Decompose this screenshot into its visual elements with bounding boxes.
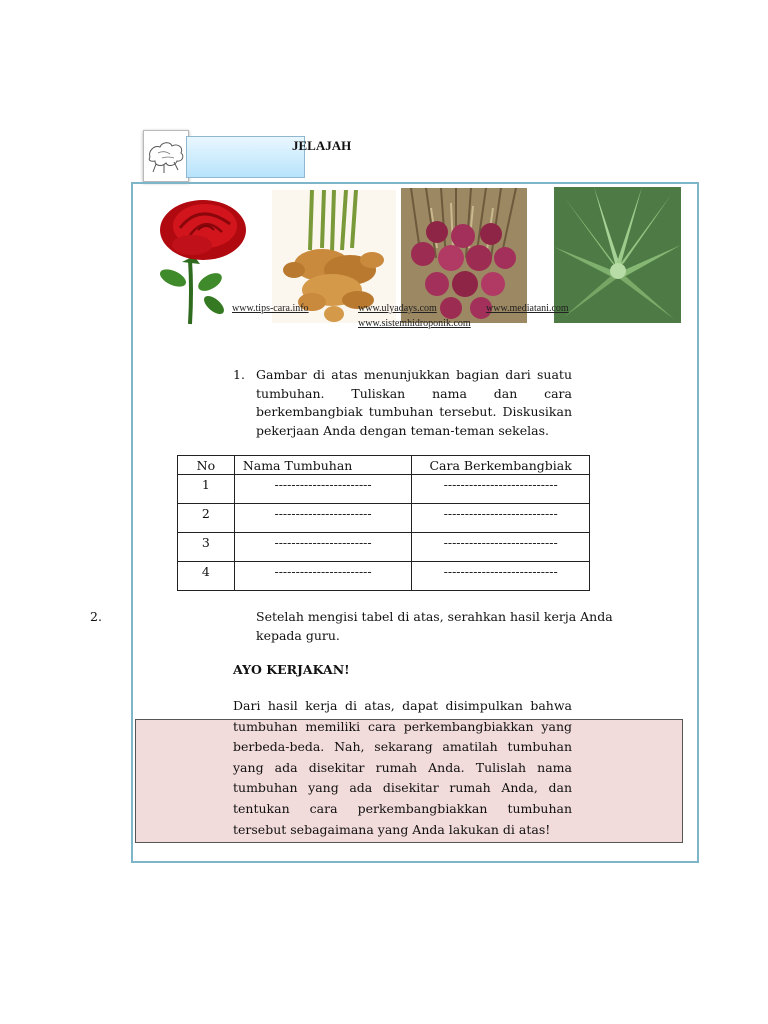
plants-table (177, 455, 590, 591)
table-cell-reproduction[interactable]: --------------------------- (412, 533, 590, 562)
aloe-vera-image (554, 187, 681, 323)
table-cell-reproduction[interactable]: --------------------------- (412, 562, 590, 591)
table-row (178, 504, 590, 533)
table-cell-plant-name[interactable]: ----------------------- (234, 504, 412, 533)
table-cell-reproduction[interactable]: --------------------------- (412, 504, 590, 533)
header-icon-box (143, 130, 189, 182)
question-1-text: Gambar di atas menunjukkan bagian dari suatu tumbuhan. Tuliskan nama dan cara berkembangbiak tumbuhan tersebut. Diskusikan pekerjaan Anda dengan teman-teman sekelas. (256, 367, 572, 439)
question-2-number: 2. (90, 609, 102, 624)
table-cell-plant-name[interactable]: ----------------------- (234, 475, 412, 504)
title-banner (186, 136, 305, 178)
table-cell-no: 4 (178, 562, 235, 591)
ayo-kerjakan-text: Dari hasil kerja di atas, dapat disimpulkan bahwa tumbuhan memiliki cara perkembangbiakkan yang berbeda-beda. Nah, sekarang amatilah tumbuhan yang ada disekitar rumah Anda. Tulislah nama tumbuhan yang ada disekitar rumah Anda, dan tentukan cara perkembangbiakkan tumbuhan tersebut sebagaimana yang Anda lakukan di atas! (233, 698, 572, 837)
source-ginger-link[interactable]: www.ulyadays.com (358, 303, 437, 314)
table-header-plant-name: Nama Tumbuhan (234, 456, 412, 475)
table-cell-no: 2 (178, 504, 235, 533)
source-aloe-link[interactable]: www.sistemhidroponik.com (358, 318, 471, 329)
table-header-reproduction: Cara Berkembangbiak (412, 456, 590, 475)
page-title: JELAJAH (292, 138, 352, 153)
table-row (178, 533, 590, 562)
table-header-row (178, 456, 590, 475)
ginger-sketch-icon (144, 131, 188, 181)
question-2-text: Setelah mengisi tabel di atas, serahkan hasil kerja Anda kepada guru. (256, 609, 613, 643)
ayo-kerjakan-heading: AYO KERJAKAN! (233, 662, 350, 677)
question-1-number: 1. (233, 367, 245, 382)
table-cell-no: 3 (178, 533, 235, 562)
table-row (178, 562, 590, 591)
table-cell-plant-name[interactable]: ----------------------- (234, 562, 412, 591)
table-cell-reproduction[interactable]: --------------------------- (412, 475, 590, 504)
source-onion-link[interactable]: www.mediatani.com (486, 303, 569, 314)
table-cell-no: 1 (178, 475, 235, 504)
table-cell-plant-name[interactable]: ----------------------- (234, 533, 412, 562)
source-rose-link[interactable]: www.tips-cara.info (232, 303, 309, 314)
table-header-no: No (178, 456, 235, 475)
table-row (178, 475, 590, 504)
